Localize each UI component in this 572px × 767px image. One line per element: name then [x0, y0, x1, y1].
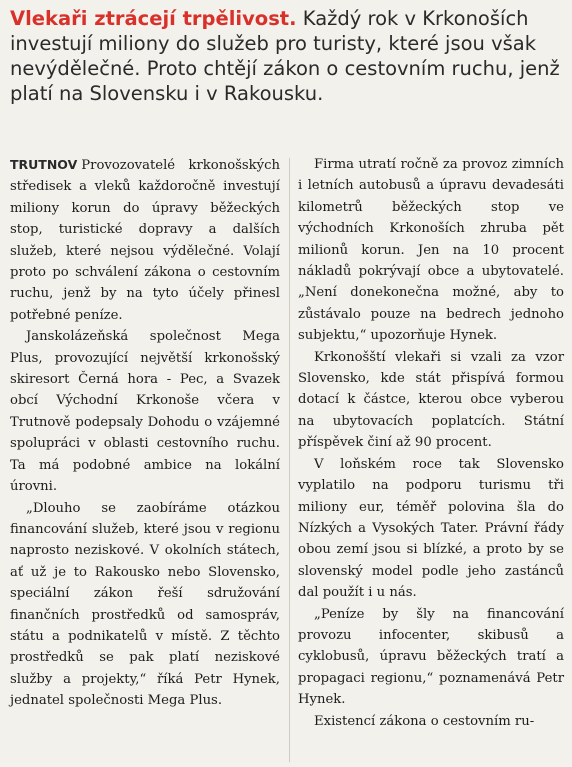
column-divider — [289, 158, 290, 762]
article-column-right — [298, 154, 564, 732]
article-paragraph: „Dlouho se zaobíráme otázkou financování služeb, které jsou v regionu naprosto neziskové. V okolních státech, ať už je to Rakousko nebo Slovensko, speciální zákon řeší sdružování finančních prostředků od samospráv, státu a podnikatelů v místě. Z těchto prostředků se pak platí neziskové služby a projekty,“ říká Petr Hynek, jednatel společnosti Mega Plus. — [10, 500, 280, 709]
article-paragraph: Firma utratí ročně za provoz zimních i letních autobusů a úpravu devadesáti kilometrů běžeckých stop ve východních Krkonoších zhruba pět milionů korun. Jen na 10 procent nákladů pokrývají obce a ubytovatelé. „Není donekonečna možné, aby to zůstávalo pouze na bedrech jednoho subjektu,“ upozorňuje Hynek. — [298, 157, 564, 344]
headline-lead: Vlekaři ztrácejí trpělivost. — [10, 7, 297, 30]
dateline: TRUTNOV — [10, 157, 78, 172]
headline-text: Každý rok v Krkonoších investují miliony do služeb pro turisty, které jsou však nevýdělečné. Proto chtějí zákon o cestovním ruchu, jenž platí na Slovensku i v Rakousku. — [10, 7, 560, 105]
article-paragraph — [10, 154, 280, 326]
article-column-left — [10, 154, 280, 712]
article-paragraph: „Peníze by šly na financování provozu infocenter, skibusů a cyklobusů, úpravu běžeckých tratí a propagaci regionu,“ poznamenává Petr Hynek. — [298, 606, 564, 708]
article-paragraph: Janskolázeňská společnost Mega Plus, provozující největší krkonošský skiresort Černá hora - Pec, a Svazek obcí Východní Krkonoše včera v Trutnově podepsaly Dohodu o vzájemné spolupráci v oblasti cestovního ruchu. Ta má podobné ambice na lokální úrovni. — [10, 329, 280, 495]
article-paragraph: Existencí zákona o cestovním ru- — [314, 713, 535, 729]
headline — [10, 6, 566, 106]
paragraph-text: Provozovatelé krkonošských středisek a vleků každoročně investují miliony korun do úpravy běžeckých stop, turistické dopravy a dalších služeb, které nejsou výdělečné. Volají proto po schválení zákona o cestovním ruchu, jenž by na tyto účely přinesl potřebné peníze. — [10, 158, 280, 323]
article-paragraph: Krkonošští vlekaři si vzali za vzor Slovensko, kde stát přispívá formou dotací k částce, kterou obce vyberou na ubytovacích poplatcích. Státní příspěvek činí až 90 procent. — [298, 349, 564, 451]
article-paragraph: V loňském roce tak Slovensko vyplatilo na podporu turismu tři miliony eur, téměř polovina šla do Nízkých a Vysokých Tater. Právní řády obou zemí jsou si blízké, a proto by se slovenský model podle jeho zastánců dal použít i u nás. — [298, 456, 564, 601]
